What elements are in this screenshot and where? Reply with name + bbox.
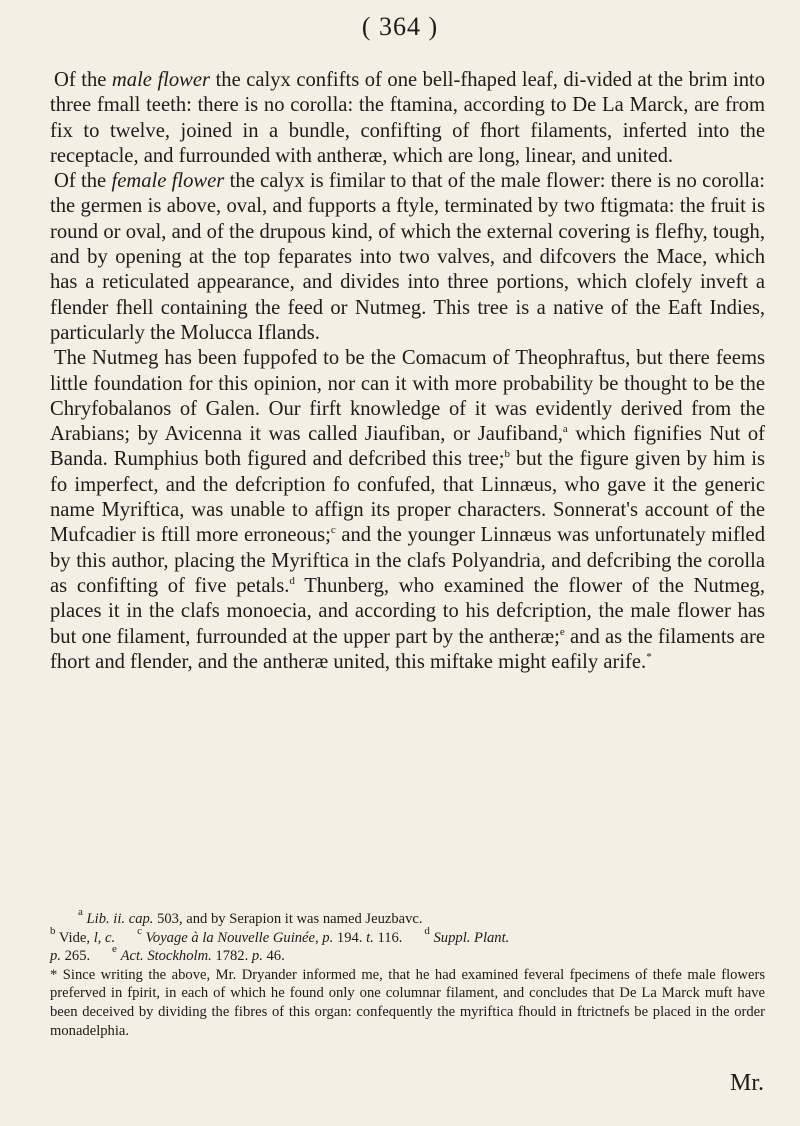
footnote-b-citation: l, c. <box>93 929 116 946</box>
footnote-marker-a: a <box>562 423 568 436</box>
footnote-e-text: 1782. <box>211 948 252 965</box>
footnote-line-2 <box>50 924 765 948</box>
para3-sentence-2: which fignifies Nut of Banda. Rumphius both figured and defcribed this tree; <box>50 423 765 471</box>
para3-sentence-1: The Nutmeg has been fuppofed to be the Comacum of Theophraftus, but there feems little foundation for this opinion, nor can it with more probability be thought to be the Chryfobalanos of Galen. Our firft knowledge of it was evidently derived from the Arabians; by Avicenna it was called Jiaufiban, or Jaufiband, <box>50 347 765 446</box>
footnote-d-citation: Suppl. Plant. <box>433 929 510 946</box>
footnote-c-citation: Voyage à la Nouvelle Guinée, p. <box>145 929 334 946</box>
footnote-e-page-abbr: p. <box>251 948 263 965</box>
footnote-marker-c: c <box>330 524 336 537</box>
footnote-a-mark: a <box>78 906 83 918</box>
para2-text: the calyx is fimilar to that of the male flower: there is no corolla: the germen is above, oval, and fupports a ftyle, terminated by two ftigmata: the fruit is round or oval, and of the drupous kind, of which the external covering is flefhy, tough, and by opening at the top feparates into two valves, and difcovers the Mace, which has a reticulated appearance, and divides into three portions, which clofely inveft a flender fhell containing the feed or Nutmeg. This tree is a native of the Eaft Indies, particularly the Molucca Iflands. <box>50 170 766 344</box>
footnote-d-text: 265. <box>60 948 91 965</box>
para3-sentence-6: and as the filaments are fhort and flender, and the antheræ united, this miftake might eafily arife. <box>50 625 765 673</box>
footnote-b-mark: b <box>50 924 56 937</box>
footnote-c-text: 194. <box>333 929 367 946</box>
footnote-e-text-2: 46. <box>262 948 285 965</box>
para3-sentence-5: Thunberg, who examined the flower of the Nutmeg, places it in the clafs monoecia, and according to his defcription, the male flower has but one filament, furrounded at the upper part by the antheræ; <box>50 574 766 648</box>
footnote-a-text: 503, and by Serapion it was named Jeuzbavc. <box>153 911 423 927</box>
footnote-star-mark: * <box>50 966 58 983</box>
footnote-c-mark: c <box>137 924 142 937</box>
female-flower-heading: female flower <box>111 170 225 193</box>
catchword: Mr. <box>729 1070 764 1096</box>
para3-sentence-4: and the younger Linnæus was unfortunately mifled by this author, placing the Myriftica in the clafs Polyandria, and defcribing the corolla as confifting of five petals. <box>50 524 765 597</box>
para1-intro: Of the <box>54 69 112 91</box>
footnote-e-citation: Act. Stockholm. <box>120 948 212 965</box>
footnote-line-3 <box>50 943 765 966</box>
page-number: ( 364 ) <box>361 12 439 41</box>
footnote-d-mark: d <box>424 924 430 937</box>
footnote-c-plate: t. <box>366 929 374 946</box>
footnote-marker-star: * <box>646 650 652 663</box>
footnotes <box>50 906 765 1040</box>
para3-sentence-3: but the figure given by him is fo imperfect, and the defcription fo confufed, that Linnæus, who gave it the generic name Myriftica, was unable to affign its proper characters. Sonnerat's account of the Mufcadier is ftill more erroneous; <box>50 448 765 547</box>
paragraph-female-flower <box>50 169 765 346</box>
footnote-marker-e: e <box>559 625 565 638</box>
para2-intro: Of the <box>54 170 112 193</box>
main-text <box>50 68 765 675</box>
male-flower-heading: male flower <box>111 69 211 91</box>
footnote-marker-d: d <box>289 574 295 587</box>
footnote-e-mark: e <box>112 943 117 956</box>
footnote-star <box>50 966 765 1040</box>
paragraph-nutmeg-history <box>50 346 765 675</box>
footnote-star-text: Since writing the above, Mr. Dryander informed me, that he had examined feveral fpecimens of thefe male flowers preferved in fpirit, in each of which he found only one columnar filament, and concludes that De La Marck muft have been deceived by dividing the fibres of this organ: confequently the myriftica fhould in ftrictnefs be placed in the order monadelphia. <box>50 966 765 1039</box>
footnote-c-text-2: 116. <box>373 929 403 946</box>
paragraph-male-flower <box>50 68 765 169</box>
footnote-line-1 <box>50 906 765 929</box>
footnote-d-page-abbr: p. <box>50 948 61 965</box>
footnote-marker-b: b <box>504 448 511 461</box>
footnote-a-citation: Lib. ii. cap. <box>86 911 154 927</box>
footnote-b-text: Vide, <box>55 929 94 946</box>
para1-text: the calyx confifts of one bell-fhaped leaf, di-vided at the brim into three fmall teeth: there is no corolla: the ftamina, according to De La Marck, are from fix to twelve, joined in a bundle, confifting of fhort filaments, inferted into the receptacle, and furrounded with antheræ, which are long, linear, and united. <box>50 69 766 167</box>
